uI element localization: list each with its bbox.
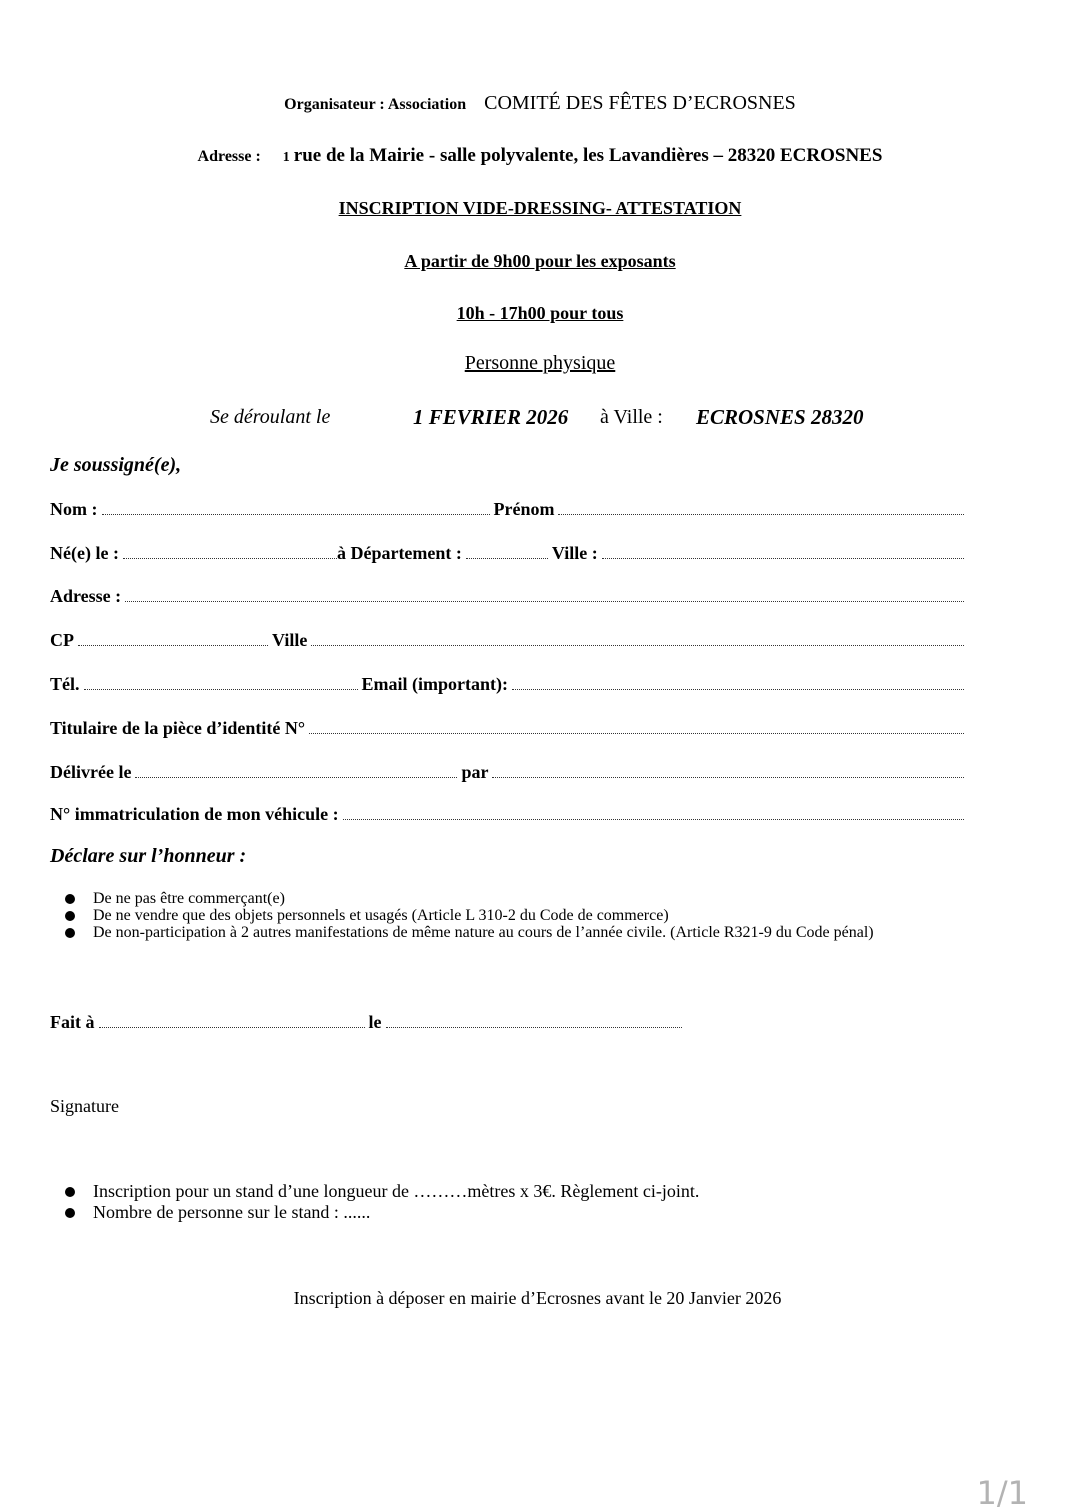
city-field[interactable] [311, 645, 964, 646]
birthdate-field[interactable] [123, 558, 337, 559]
bullet-icon [65, 894, 75, 904]
place-label: Fait à [50, 1012, 95, 1032]
signature-label: Signature [50, 1096, 119, 1116]
email-label: Email (important): [361, 674, 508, 694]
id-card-field[interactable] [309, 733, 964, 734]
address-field-label: Adresse : [50, 586, 122, 606]
vehicle-label: N° immatriculation de mon véhicule : [50, 804, 339, 824]
stand-length-item: Inscription pour un stand d’une longueur de ………mètres x 3€. Règlement ci-joint. [93, 1181, 700, 1201]
postal-code-label: CP [50, 630, 74, 650]
vehicle-row [50, 801, 964, 825]
postal-code-field[interactable] [78, 645, 268, 646]
exhibitors-time: A partir de 9h00 pour les exposants [404, 251, 676, 271]
list-item [65, 923, 874, 942]
birth-city-label: Ville : [551, 543, 598, 563]
declaration-item-1: De ne pas être commerçant(e) [93, 890, 285, 907]
person-type: Personne physique [464, 352, 616, 374]
address-number: 1 [282, 150, 290, 165]
postal-row [50, 627, 964, 651]
declaration-item-2: De ne vendre que des objets personnels et usagés (Article L 310-2 du Code de commerce) [93, 907, 669, 924]
event-prefix: Se déroulant le [210, 406, 331, 428]
address-text: rue de la Mairie - salle polyvalente, les Lavandières – 28320 ECROSNES [293, 145, 883, 166]
signing-row [50, 1009, 682, 1033]
department-label: à Département : [336, 543, 462, 563]
nom-label: Nom : [50, 499, 98, 519]
prenom-field[interactable] [558, 514, 964, 515]
form-title: INSCRIPTION VIDE-DRESSING- ATTESTATION [338, 198, 742, 218]
phone-field[interactable] [84, 689, 358, 690]
date-field[interactable] [386, 1027, 683, 1028]
email-field[interactable] [512, 689, 964, 690]
issued-date-field[interactable] [135, 777, 457, 778]
issued-row [50, 759, 964, 783]
birth-city-field[interactable] [602, 558, 964, 559]
undersigned-heading: Je soussigné(e), [50, 454, 182, 476]
event-line [0, 403, 1080, 431]
stand-persons-item: Nombre de personne sur le stand : ...... [93, 1202, 371, 1222]
organizer-label: Organisateur : Association [284, 96, 467, 113]
declaration-list [65, 889, 874, 942]
address-field[interactable] [125, 601, 964, 602]
contact-row [50, 671, 964, 695]
issued-by-field[interactable] [492, 777, 964, 778]
declaration-heading: Déclare sur l’honneur : [50, 845, 247, 867]
phone-label: Tél. [50, 674, 80, 694]
prenom-label: Prénom [493, 499, 555, 519]
name-row [50, 496, 964, 520]
vehicle-field[interactable] [343, 819, 964, 820]
date-label: le [368, 1012, 382, 1032]
id-card-label: Titulaire de la pièce d’identité N° [50, 718, 306, 738]
birth-row [50, 540, 964, 564]
event-city-label: à Ville : [600, 406, 663, 428]
event-date: 1 FEVRIER 2026 [413, 405, 569, 429]
nom-field[interactable] [102, 514, 490, 515]
declaration-item-3: De non-participation à 2 autres manifestations de même nature au cours de l’année civile. (Article R321-9 du Code pénal) [93, 924, 874, 941]
place-field[interactable] [99, 1027, 365, 1028]
bullet-icon [65, 928, 75, 938]
opening-hours: 10h - 17h00 pour tous [456, 303, 624, 323]
organizer-name: COMITÉ DES FÊTES D’ECROSNES [484, 92, 796, 114]
organizer-line [0, 90, 1080, 116]
list-item [65, 1202, 699, 1223]
bullet-icon [65, 911, 75, 921]
address-row [50, 583, 964, 607]
list-item [65, 1181, 699, 1202]
issued-by-label: par [461, 762, 489, 782]
issued-date-label: Délivrée le [50, 762, 132, 782]
address-label: Adresse : [197, 148, 261, 165]
stand-list [65, 1181, 699, 1223]
department-field[interactable] [466, 558, 548, 559]
bullet-icon [65, 1187, 75, 1197]
city-label: Ville [272, 630, 308, 650]
id-card-row [50, 715, 964, 739]
event-city: ECROSNES 28320 [696, 405, 864, 429]
deadline-note: Inscription à déposer en mairie d’Ecrosnes avant le 20 Janvier 2026 [293, 1288, 782, 1308]
address-line [0, 143, 1080, 169]
birthdate-label: Né(e) le : [50, 543, 119, 563]
page-indicator: 1/1 [976, 1474, 1028, 1512]
bullet-icon [65, 1208, 75, 1218]
